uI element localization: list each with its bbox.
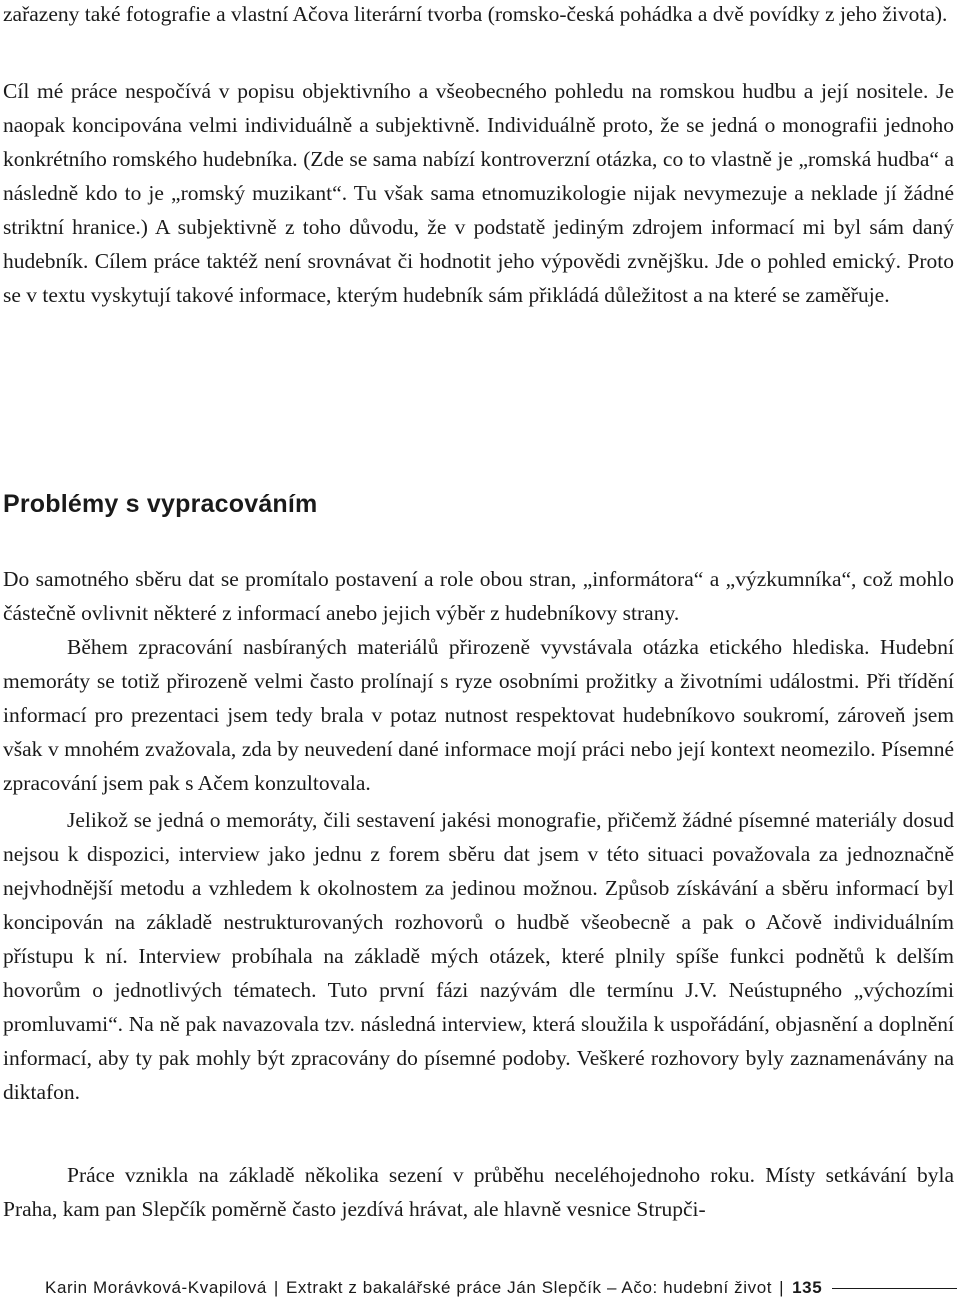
paragraph-ethics: Během zpracování nasbíraných materiálů přirozeně vyvstávala otázka etického hlediska. Hudební memoráty se totiž přirozeně velmi často prolínají s ryze osobními prožitky a životními událostmi. Při třídění informací pro prezentaci jsem tedy brala v potaz nutnost respektovat hudebníkovo soukromí, zároveň jsem však v mnohém zvažovala, zda by neuvedení dané informace mojí práci nebo její kontext neomezilo. Písemné zpracování jsem pak s Ačem konzultovala. [3,635,954,795]
section-heading: Problémy s vypracováním [3,490,318,518]
paragraph-sessions: Práce vznikla na základě několika sezení v průběhu neceléhojednoho roku. Místy setkávání byla Praha, kam pan Slepčík poměrně často jezdívá hrávat, ale hlavně vesnice Strupči- [3,1163,954,1221]
paragraph-interview-method: Jelikož se jedná o memoráty, čili sestavení jakési monografie, přičemž žádné písemné materiály dosud nejsou k dispozici, interview jako jednu z forem sběru dat jsem v této situaci považovala za jednoznačně nejvhodnější metodu a vzhledem k okolnostem za jedinou možnou. Způsob získávání a sběru informací byl koncipován na základě nestrukturovaných rozhovorů o hudbě všeobecně a pak o Ačově individuálním přístupu k ní. Interview probíhala na základě mých otázek, které plnily spíše funkci podnětů k delším hovorům o jednotlivých tématech. Tuto první fázi nazývám dle termínu J.V. Neústupného „výchozími promluvami“. Na ně pak navazovala tzv. následná interview, která sloužila k uspořádání, objasnění a doplnění informací, aby ty pak mohly být zpracovány do písemné podoby. Veškeré rozhovory byly zaznamenávány na diktafon. [3,808,954,1104]
page-footer [45,1276,957,1300]
paragraph-data-collection: Do samotného sběru dat se promítalo postavení a role obou stran, „informátora“ a „výzkumníka“, což mohlo částečně ovlivnit některé z informací anebo jejich výběr z hudebníkovy strany. [3,567,954,625]
page-number: 135 [792,1278,823,1297]
paragraph-intro-end: zařazeny také fotografie a vlastní Ačova literární tvorba (romsko-česká pohádka a dvě povídky z jeho života). [3,2,948,26]
footer-separator-2: | [779,1278,785,1297]
footer-separator: | [273,1278,279,1297]
footer-author: Karin Morávková-Kvapilová [45,1278,267,1297]
footer-title: Extrakt z bakalářské práce Ján Slepčík – Ačo: hudební život [285,1278,773,1297]
footer-rule [832,1288,957,1290]
paragraph-goal: Cíl mé práce nespočívá v popisu objektivního a všeobecného pohledu na romskou hudbu a její nositele. Je naopak koncipována velmi individuálně a subjektivně. Individuálně proto, že se jedná o monografii jednoho konkrétního romského hudebníka. (Zde se sama nabízí kontroverzní otázka, co to vlastně je „romská hudba“ a následně kdo to je „romský muzikant“. Tu však sama etnomuzikologie nijak nevymezuje a neklade jí žádné striktní hranice.) A subjektivně z toho důvodu, že v podstatě jediným zdrojem informací mi byl sám daný hudebník. Cílem práce taktéž není srovnávat či hodnotit jeho výpovědi zvnějšku. Jde o pohled emický. Proto se v textu vyskytují takové informace, kterým hudebník sám přikládá důležitost a na které se zaměřuje. [3,79,954,307]
